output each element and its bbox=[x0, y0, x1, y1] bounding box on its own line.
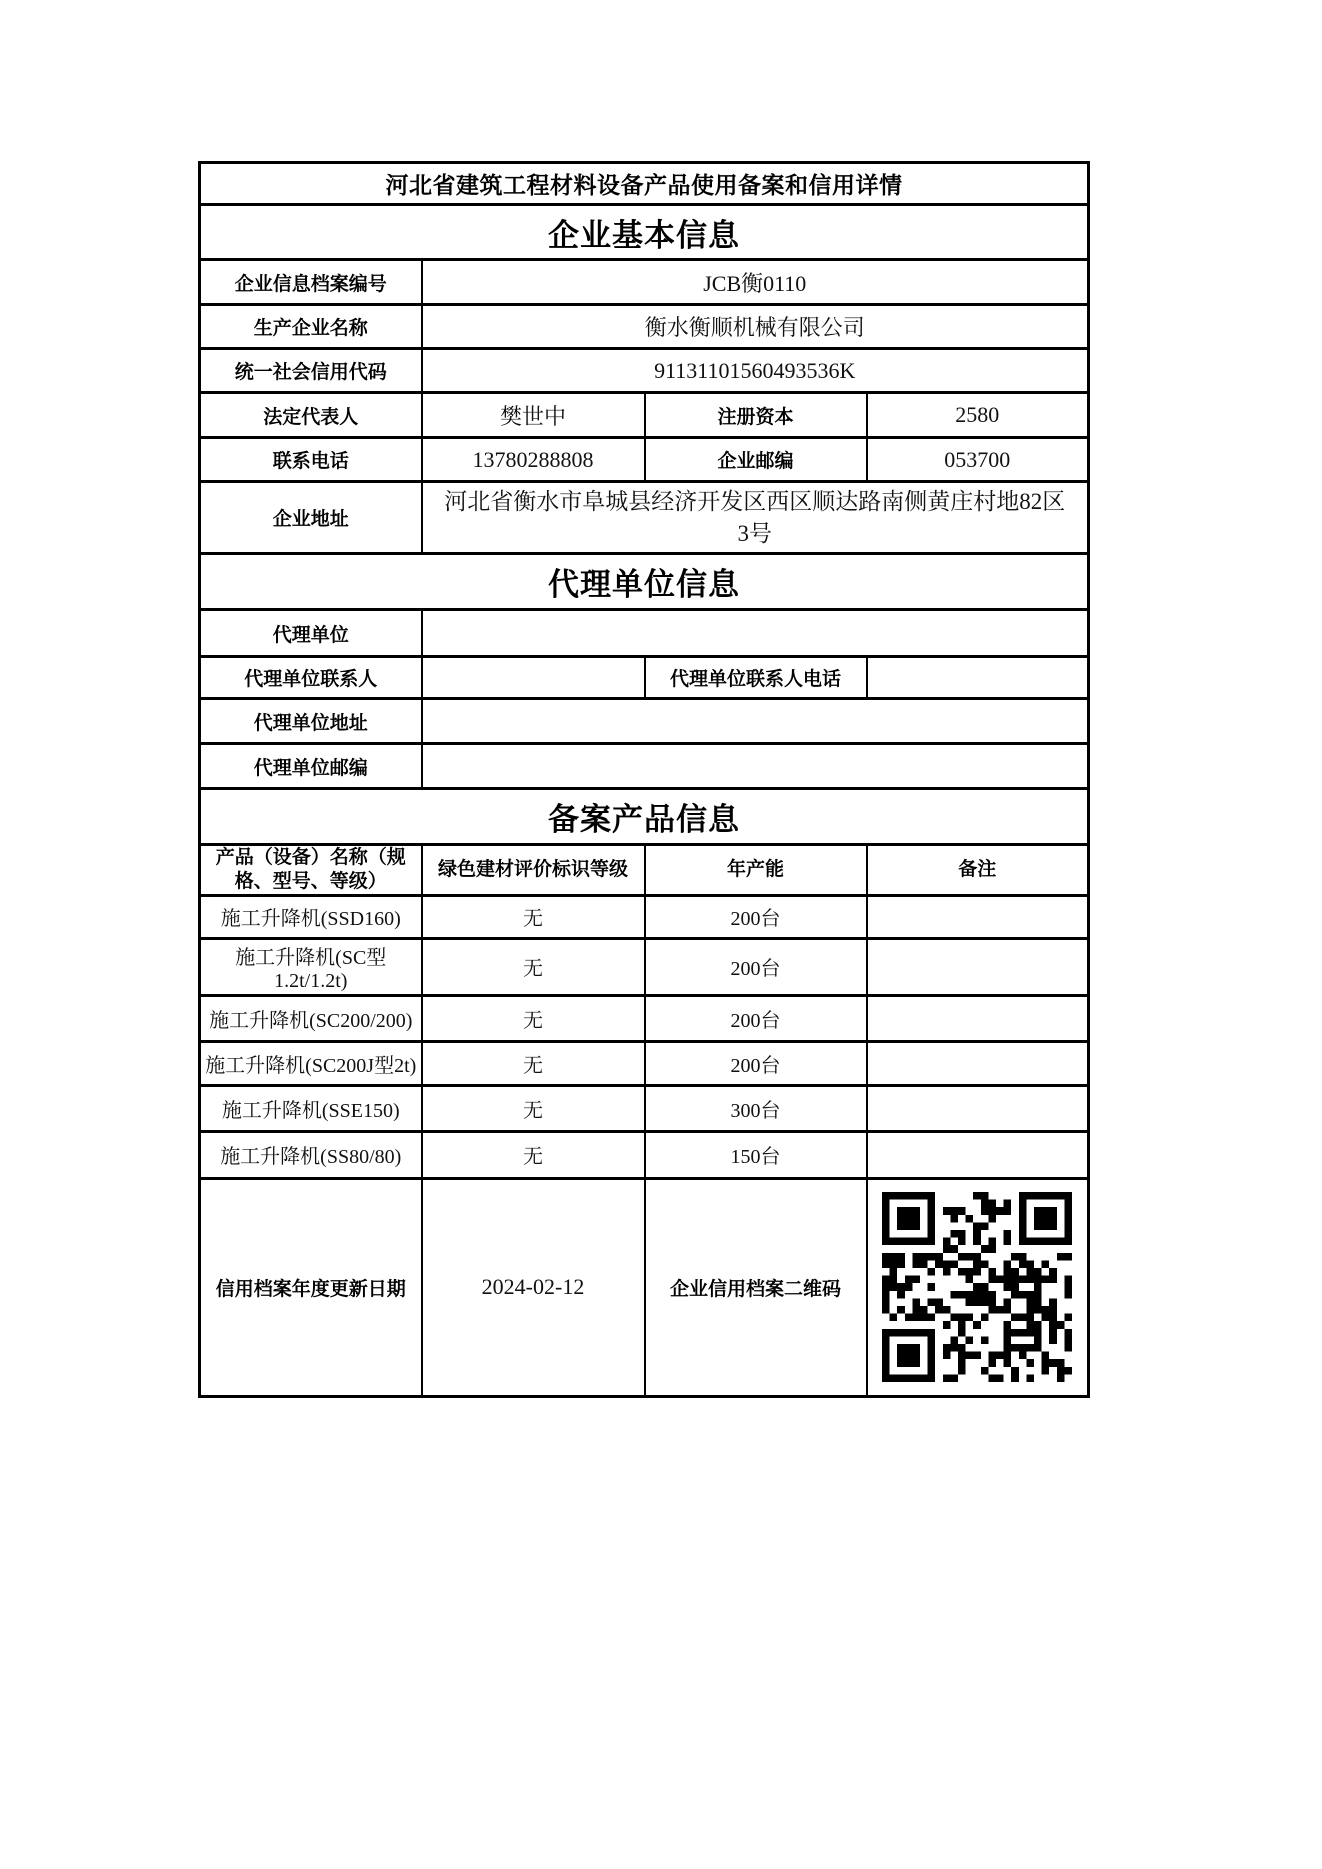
table-row bbox=[200, 938, 1089, 995]
product-capacity: 200台 bbox=[645, 938, 867, 995]
product-capacity: 150台 bbox=[645, 1131, 867, 1178]
phone-label: 联系电话 bbox=[200, 438, 422, 482]
credit-update-value: 2024-02-12 bbox=[422, 1178, 645, 1396]
qr-code-icon bbox=[882, 1191, 1072, 1383]
product-col-name: 产品（设备）名称（规格、型号、等级） bbox=[200, 845, 422, 896]
product-capacity: 200台 bbox=[645, 895, 867, 938]
product-capacity: 200台 bbox=[645, 1041, 867, 1085]
table-row bbox=[200, 1131, 1089, 1178]
legal-rep-label: 法定代表人 bbox=[200, 393, 422, 438]
qr-cell bbox=[867, 1178, 1089, 1396]
product-note bbox=[867, 1085, 1089, 1131]
archive-no-label: 企业信息档案编号 bbox=[200, 260, 422, 305]
table-row bbox=[200, 1085, 1089, 1131]
section-heading-products: 备案产品信息 bbox=[200, 789, 1089, 845]
section-heading-company: 企业基本信息 bbox=[200, 205, 1089, 260]
address-label: 企业地址 bbox=[200, 482, 422, 554]
zip-label: 企业邮编 bbox=[645, 438, 867, 482]
archive-no-value: JCB衡0110 bbox=[422, 260, 1089, 305]
legal-rep-value: 樊世中 bbox=[422, 393, 645, 438]
product-name: 施工升降机(SSD160) bbox=[200, 895, 422, 938]
agent-address-value bbox=[422, 699, 1089, 744]
product-note bbox=[867, 938, 1089, 995]
agent-label: 代理单位 bbox=[200, 610, 422, 657]
document-title: 河北省建筑工程材料设备产品使用备案和信用详情 bbox=[200, 163, 1089, 205]
company-name-value: 衡水衡顺机械有限公司 bbox=[422, 305, 1089, 349]
product-col-note: 备注 bbox=[867, 845, 1089, 896]
product-grade: 无 bbox=[422, 995, 645, 1041]
product-name: 施工升降机(SC200/200) bbox=[200, 995, 422, 1041]
credit-archive-row bbox=[200, 1178, 1089, 1396]
product-col-grade: 绿色建材评价标识等级 bbox=[422, 845, 645, 896]
product-grade: 无 bbox=[422, 1131, 645, 1178]
credit-code-value: 91131101560493536K bbox=[422, 349, 1089, 393]
product-name: 施工升降机(SSE150) bbox=[200, 1085, 422, 1131]
address-value-cell bbox=[422, 482, 1089, 554]
agent-contact-label: 代理单位联系人 bbox=[200, 657, 422, 699]
product-name: 施工升降机(SC型1.2t/1.2t) bbox=[200, 938, 422, 995]
product-grade: 无 bbox=[422, 1085, 645, 1131]
product-capacity: 200台 bbox=[645, 995, 867, 1041]
table-row bbox=[200, 995, 1089, 1041]
filing-credit-table bbox=[198, 161, 1090, 1398]
credit-qr-label: 企业信用档案二维码 bbox=[645, 1178, 867, 1396]
agent-value bbox=[422, 610, 1089, 657]
table-row bbox=[200, 895, 1089, 938]
product-grade: 无 bbox=[422, 938, 645, 995]
credit-code-label: 统一社会信用代码 bbox=[200, 349, 422, 393]
phone-value: 13780288808 bbox=[422, 438, 645, 482]
agent-phone-value bbox=[867, 657, 1089, 699]
product-note bbox=[867, 895, 1089, 938]
product-capacity: 300台 bbox=[645, 1085, 867, 1131]
address-value: 河北省衡水市阜城县经济开发区西区顺达路南侧黄庄村地82区3号 bbox=[444, 489, 1066, 546]
reg-capital-value: 2580 bbox=[867, 393, 1089, 438]
product-col-capacity: 年产能 bbox=[645, 845, 867, 896]
section-heading-agent: 代理单位信息 bbox=[200, 554, 1089, 610]
agent-address-label: 代理单位地址 bbox=[200, 699, 422, 744]
zip-value: 053700 bbox=[867, 438, 1089, 482]
agent-phone-label: 代理单位联系人电话 bbox=[645, 657, 867, 699]
product-note bbox=[867, 995, 1089, 1041]
table-row bbox=[200, 1041, 1089, 1085]
credit-update-label: 信用档案年度更新日期 bbox=[200, 1178, 422, 1396]
agent-contact-value bbox=[422, 657, 645, 699]
company-name-label: 生产企业名称 bbox=[200, 305, 422, 349]
agent-zip-label: 代理单位邮编 bbox=[200, 744, 422, 789]
product-name: 施工升降机(SS80/80) bbox=[200, 1131, 422, 1178]
product-note bbox=[867, 1131, 1089, 1178]
product-grade: 无 bbox=[422, 895, 645, 938]
product-grade: 无 bbox=[422, 1041, 645, 1085]
reg-capital-label: 注册资本 bbox=[645, 393, 867, 438]
agent-zip-value bbox=[422, 744, 1089, 789]
product-header-row bbox=[200, 845, 1089, 896]
product-note bbox=[867, 1041, 1089, 1085]
product-name: 施工升降机(SC200J型2t) bbox=[200, 1041, 422, 1085]
